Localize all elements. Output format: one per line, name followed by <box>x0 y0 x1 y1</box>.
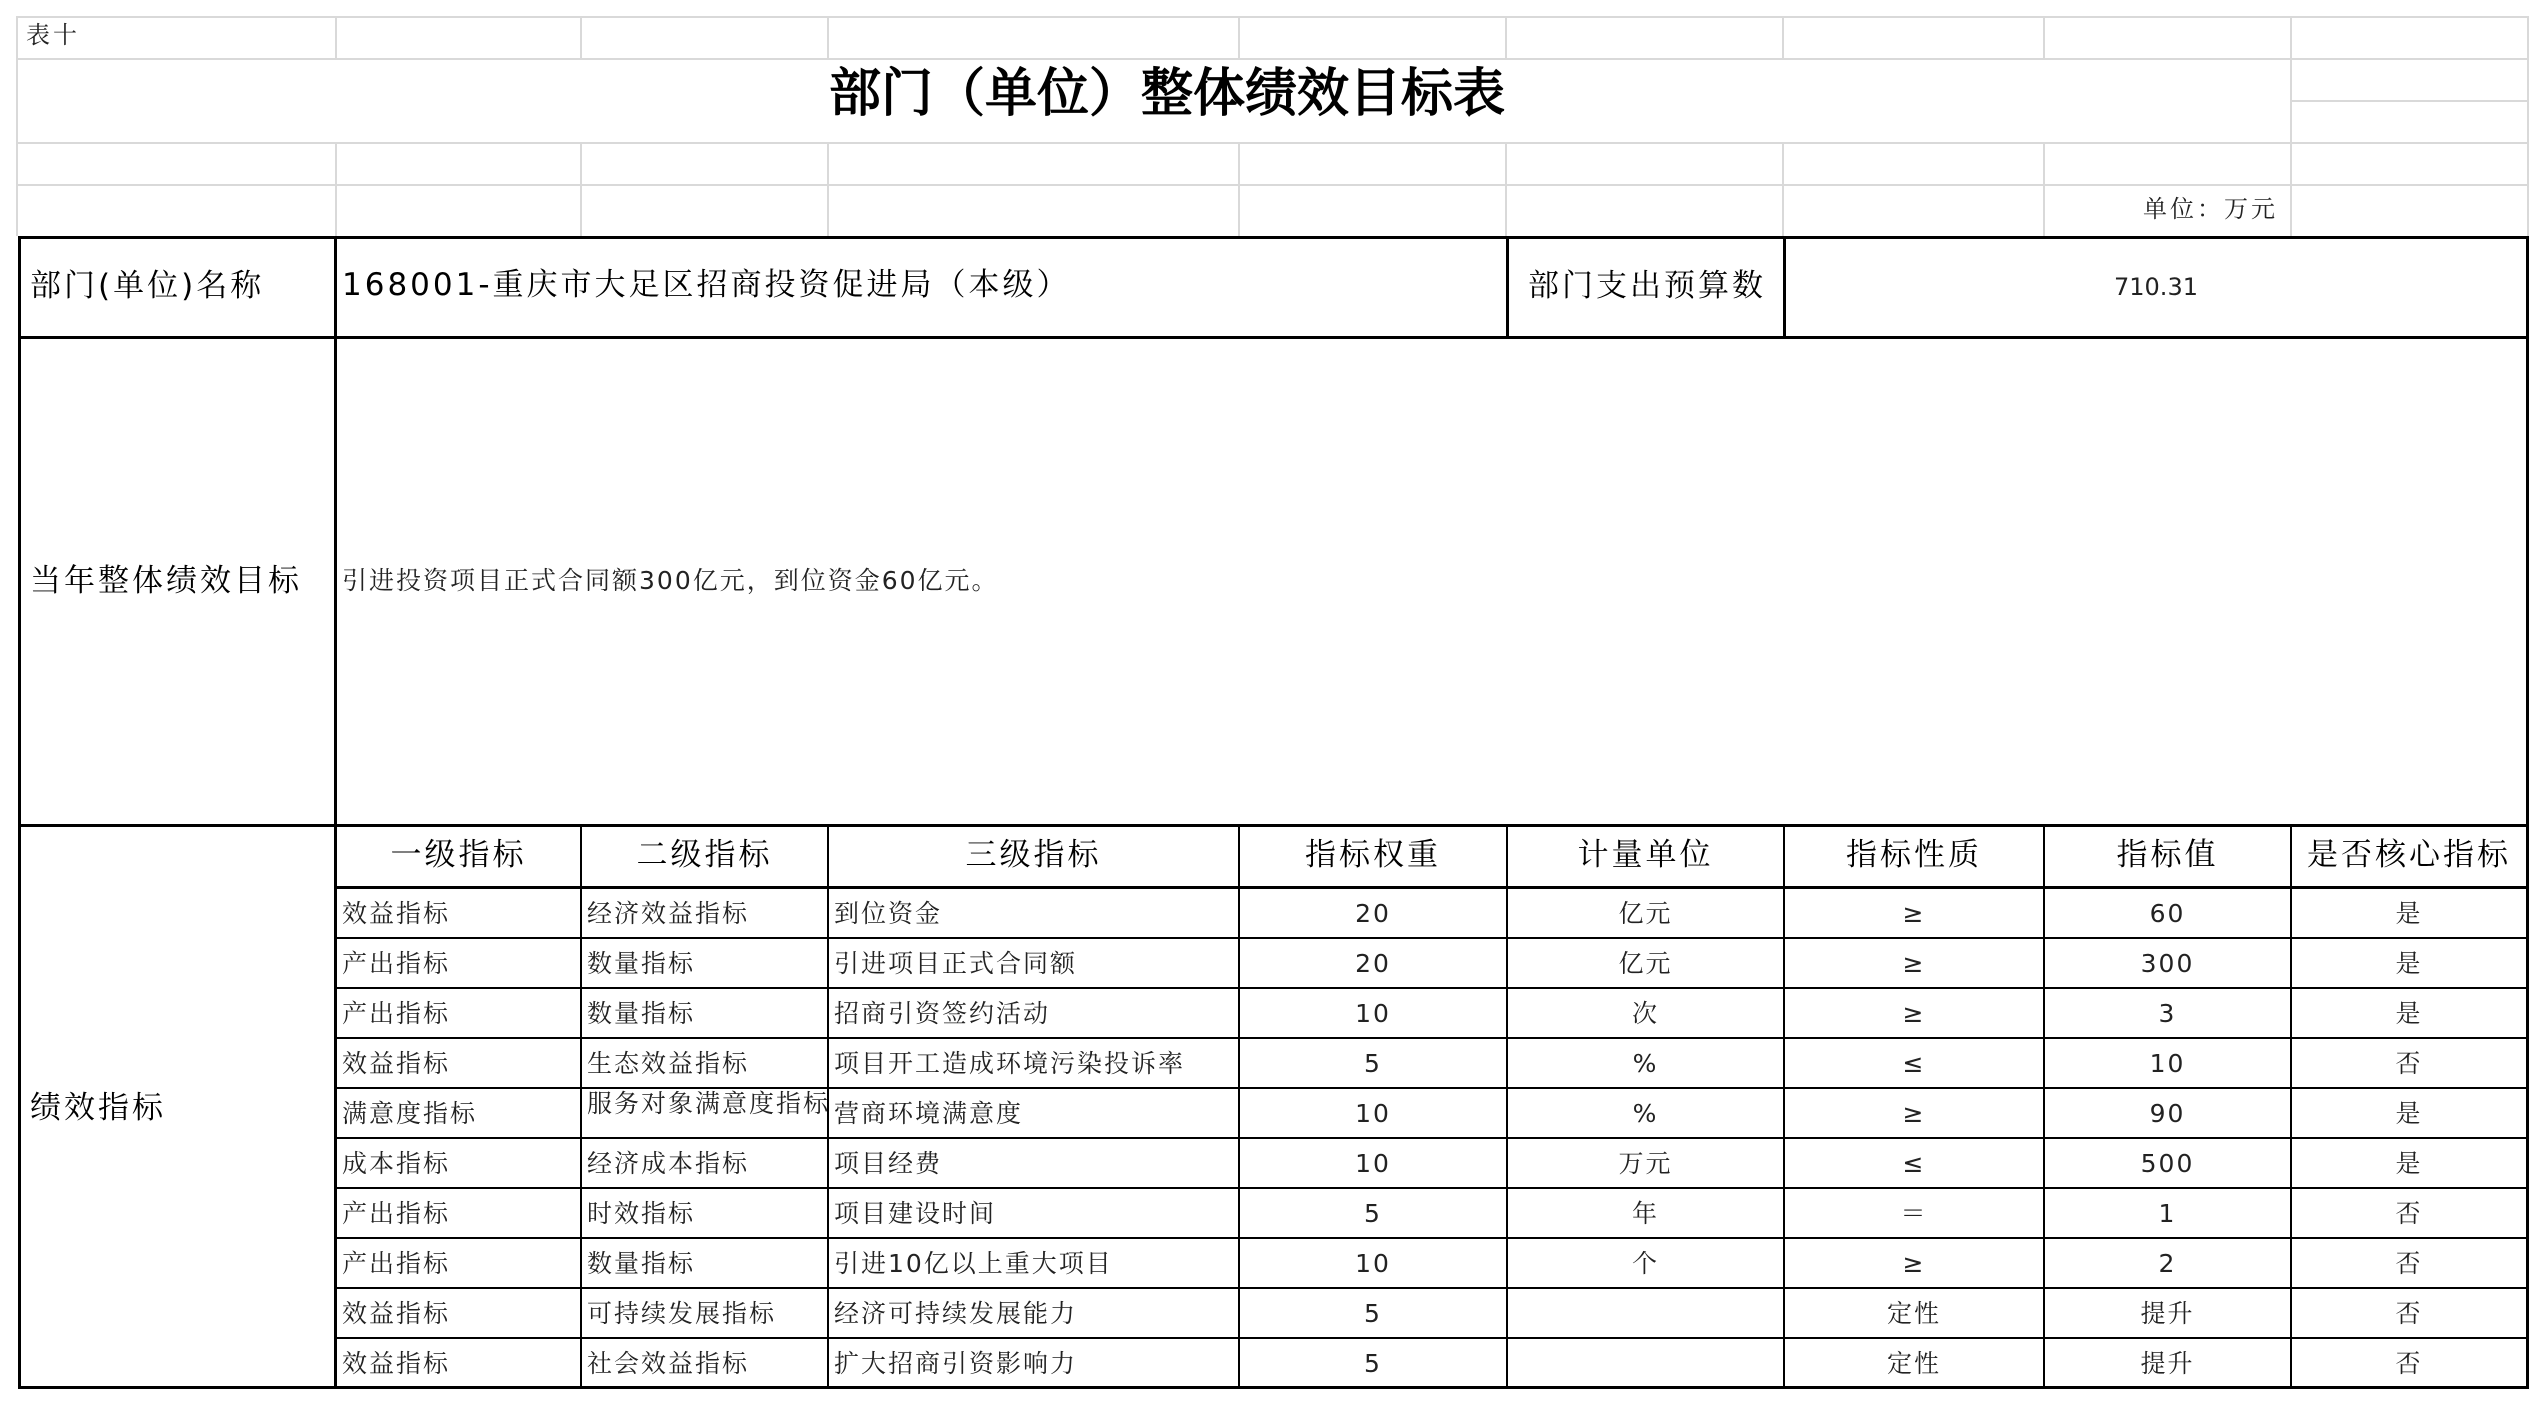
gridline <box>335 16 337 58</box>
table-border <box>18 236 2529 239</box>
cell-col-core: 否 <box>2395 1249 2423 1278</box>
cell-col-nature: ≥ <box>1902 999 1926 1028</box>
cell-col-unit: 万元 <box>1618 1149 1673 1178</box>
cell-col-level3: 项目开工造成环境污染投诉率 <box>834 1049 1186 1078</box>
cell-col-value: 60 <box>2149 899 2186 928</box>
gridline <box>2043 142 2045 236</box>
gridline <box>580 16 582 58</box>
goal-label: 当年整体绩效目标 <box>30 563 302 599</box>
cell-col-unit: % <box>1632 1049 1659 1078</box>
gridline <box>1238 16 1240 58</box>
sheet-label: 表十 <box>26 21 80 49</box>
cell-col-unit: 个 <box>1631 1249 1659 1278</box>
gridline <box>1505 16 1507 58</box>
table-border <box>334 987 2529 989</box>
cell-col-level2: 生态效益指标 <box>587 1049 750 1078</box>
cell-col-level1: 产出指标 <box>342 1199 451 1228</box>
cell-col-core: 否 <box>2395 1199 2423 1228</box>
cell-col-level3: 项目建设时间 <box>834 1199 997 1228</box>
dept-name-label: 部门(单位)名称 <box>30 268 265 304</box>
table-border <box>18 1386 2529 1389</box>
cell-col-level2: 数量指标 <box>587 949 696 978</box>
gridline <box>16 16 18 236</box>
cell-col-weight: 5 <box>1364 1349 1382 1378</box>
gridline <box>2043 16 2045 58</box>
table-border <box>334 1187 2529 1189</box>
cell-col-level1: 产出指标 <box>342 1249 451 1278</box>
cell-col-level1: 成本指标 <box>342 1149 451 1178</box>
column-header-col-unit: 计量单位 <box>1577 837 1714 873</box>
cell-col-core: 否 <box>2395 1349 2423 1378</box>
table-border <box>334 1287 2529 1289</box>
gridline <box>2290 100 2528 102</box>
table-border <box>18 336 2529 339</box>
column-header-col-level3: 三级指标 <box>965 837 1102 873</box>
cell-col-core: 是 <box>2395 949 2423 978</box>
table-border <box>334 1037 2529 1039</box>
gridline <box>16 16 2528 18</box>
cell-col-weight: 20 <box>1355 949 1391 978</box>
cell-col-unit: % <box>1632 1099 1659 1128</box>
cell-col-level3: 营商环境满意度 <box>834 1099 1024 1128</box>
cell-col-nature: ≥ <box>1902 949 1926 978</box>
cell-col-level2: 经济效益指标 <box>587 899 750 928</box>
cell-col-unit: 次 <box>1631 999 1659 1028</box>
cell-col-level1: 效益指标 <box>342 1049 451 1078</box>
cell-col-level1: 效益指标 <box>342 1299 451 1328</box>
cell-col-level3: 招商引资签约活动 <box>834 999 1051 1028</box>
cell-col-weight: 10 <box>1355 1099 1391 1128</box>
gridline <box>2527 16 2529 236</box>
cell-col-weight: 10 <box>1355 1249 1391 1278</box>
table-border <box>334 236 337 1389</box>
gridline <box>1782 16 1784 58</box>
cell-col-nature: 定性 <box>1886 1299 1941 1328</box>
column-header-col-core: 是否核心指标 <box>2307 837 2511 873</box>
cell-col-value: 3 <box>2158 999 2177 1028</box>
cell-col-value: 提升 <box>2140 1349 2195 1378</box>
cell-col-value: 提升 <box>2140 1299 2195 1328</box>
gridline <box>827 142 829 236</box>
cell-col-level2: 时效指标 <box>587 1199 696 1228</box>
cell-col-unit: 年 <box>1631 1199 1659 1228</box>
cell-col-level2: 服务对象满意度指标 <box>587 1089 831 1118</box>
cell-col-nature: ≤ <box>1902 1149 1926 1178</box>
cell-col-unit: 亿元 <box>1618 899 1673 928</box>
cell-col-weight: 5 <box>1364 1199 1382 1228</box>
page-title: 部门（单位）整体绩效目标表 <box>829 63 1506 124</box>
budget-label: 部门支出预算数 <box>1528 268 1766 304</box>
cell-col-nature: ≤ <box>1902 1049 1926 1078</box>
gridline <box>335 142 337 236</box>
gridline <box>1238 142 1240 236</box>
cell-col-core: 否 <box>2395 1299 2423 1328</box>
table-border <box>334 937 2529 939</box>
cell-col-core: 否 <box>2395 1049 2423 1078</box>
cell-col-core: 是 <box>2395 899 2423 928</box>
cell-col-level1: 效益指标 <box>342 899 451 928</box>
cell-col-value: 500 <box>2140 1149 2195 1178</box>
table-border <box>18 824 2529 827</box>
cell-col-nature: 定性 <box>1886 1349 1941 1378</box>
cell-col-level2: 可持续发展指标 <box>587 1299 777 1328</box>
cell-col-value: 300 <box>2140 949 2195 978</box>
cell-col-level3: 引进项目正式合同额 <box>834 949 1078 978</box>
gridline <box>16 58 2528 60</box>
column-header-col-nature: 指标性质 <box>1846 837 1982 873</box>
cell-col-nature: ≥ <box>1902 1249 1926 1278</box>
column-header-col-value: 指标值 <box>2116 837 2219 873</box>
column-header-col-level2: 二级指标 <box>636 837 773 873</box>
column-header-col-weight: 指标权重 <box>1305 837 1441 873</box>
unit-note: 单位：万元 <box>2143 195 2278 223</box>
table-border <box>2526 236 2529 1389</box>
cell-col-level1: 效益指标 <box>342 1349 451 1378</box>
cell-col-level3: 扩大招商引资影响力 <box>834 1349 1078 1378</box>
table-border <box>334 1137 2529 1139</box>
gridline <box>827 16 829 58</box>
table-border <box>18 236 21 1389</box>
column-header-col-level1: 一级指标 <box>390 837 527 873</box>
cell-col-unit: 亿元 <box>1618 949 1673 978</box>
indicator-label: 绩效指标 <box>30 1090 166 1126</box>
table-border <box>334 1337 2529 1339</box>
cell-col-weight: 10 <box>1355 999 1391 1028</box>
cell-col-level2: 经济成本指标 <box>587 1149 750 1178</box>
budget-value: 710.31 <box>2114 273 2198 301</box>
table-border <box>334 886 2529 889</box>
cell-col-nature: ≥ <box>1902 899 1926 928</box>
cell-col-weight: 20 <box>1355 899 1391 928</box>
cell-col-level3: 项目经费 <box>834 1149 943 1178</box>
dept-name-value: 168001-重庆市大足区招商投资促进局（本级） <box>342 267 1071 303</box>
cell-col-core: 是 <box>2395 999 2423 1028</box>
gridline <box>2290 16 2292 236</box>
cell-col-value: 10 <box>2149 1049 2186 1078</box>
cell-col-level1: 满意度指标 <box>342 1099 478 1128</box>
gridline <box>580 142 582 236</box>
gridline <box>1505 142 1507 236</box>
cell-col-level2: 数量指标 <box>587 1249 696 1278</box>
gridline <box>1782 142 1784 236</box>
cell-col-level3: 到位资金 <box>834 899 943 928</box>
cell-col-level1: 产出指标 <box>342 949 451 978</box>
cell-col-core: 是 <box>2395 1149 2423 1178</box>
cell-col-nature: ≥ <box>1902 1099 1926 1128</box>
table-border <box>334 1237 2529 1239</box>
gridline <box>16 184 2528 186</box>
cell-col-value: 1 <box>2158 1199 2177 1228</box>
cell-col-level3: 经济可持续发展能力 <box>834 1299 1078 1328</box>
cell-col-level2: 数量指标 <box>587 999 696 1028</box>
cell-col-level3: 引进10亿以上重大项目 <box>834 1249 1113 1278</box>
table-border <box>1506 236 1509 339</box>
gridline <box>16 142 2528 144</box>
cell-col-weight: 5 <box>1364 1299 1382 1328</box>
cell-col-nature: ＝ <box>1900 1199 1928 1228</box>
goal-text: 引进投资项目正式合同额300亿元，到位资金60亿元。 <box>342 566 999 595</box>
table-border <box>580 824 582 1389</box>
cell-col-weight: 5 <box>1364 1049 1382 1078</box>
cell-col-value: 2 <box>2158 1249 2177 1278</box>
cell-col-value: 90 <box>2149 1099 2186 1128</box>
cell-col-level1: 产出指标 <box>342 999 451 1028</box>
cell-col-level2: 社会效益指标 <box>587 1349 750 1378</box>
cell-col-core: 是 <box>2395 1099 2423 1128</box>
cell-col-weight: 10 <box>1355 1149 1391 1178</box>
